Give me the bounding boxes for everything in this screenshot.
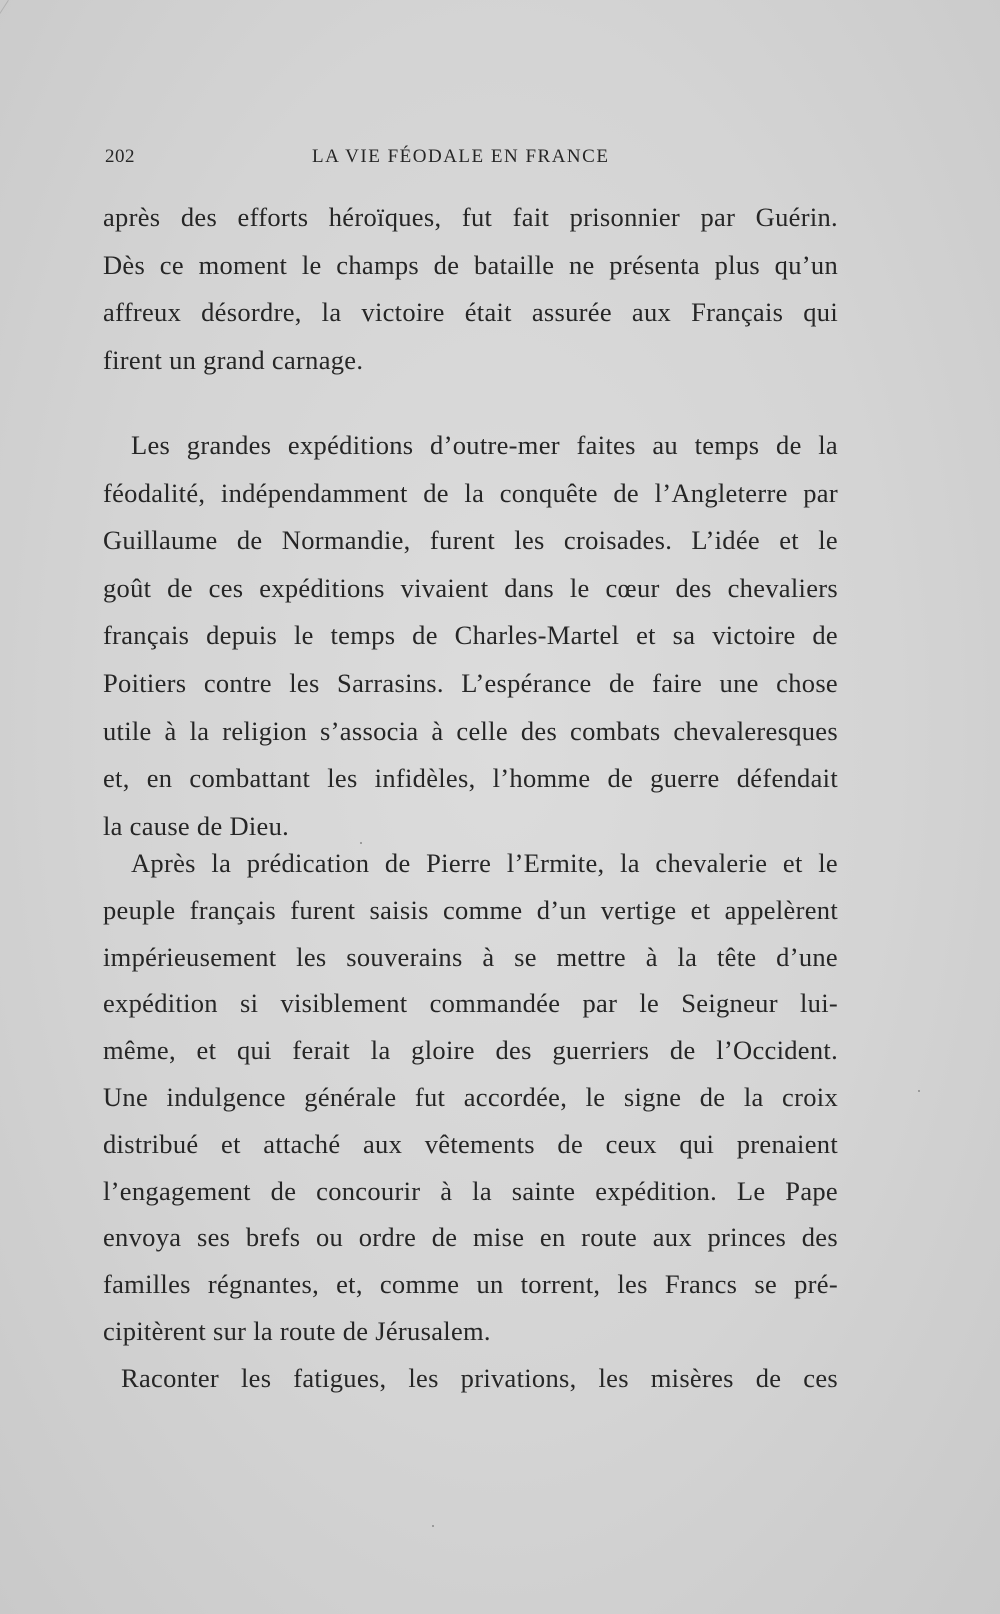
text-line: après des efforts héroïques, fut fait prisonnier par Guérin. [103,202,838,232]
text-line: firent un grand carnage. [103,344,364,375]
text-line: utile à la religion s’associa à celle des combats chevaleresques [103,715,838,746]
text-line: familles régnantes, et, comme un torrent, les Francs se pré- [103,1269,838,1300]
text-line: Après la prédication de Pierre l’Ermite, la chevalerie et le [131,848,838,878]
text-line: même, et qui ferait la gloire des guerriers de l’Occident. [103,1035,838,1066]
text-line: Guillaume de Normandie, furent les croisades. L’idée et le [103,525,838,556]
paragraph-2 [103,422,838,850]
text-line: Les grandes expéditions d’outre-mer faites au temps de la [131,430,838,460]
page-corner-crease [0,0,9,101]
paragraph-4 [103,1355,838,1403]
text-line: féodalité, indépendamment de la conquête de l’Angleterre par [103,477,838,508]
paragraph-3 [103,840,838,1355]
paper-speck [432,1525,434,1527]
text-line: Une indulgence générale fut accordée, le signe de la croix [103,1081,838,1112]
text-line: Poitiers contre les Sarrasins. L’espérance de faire une chose [103,667,838,698]
text-line: affreux désordre, la victoire était assurée aux Français qui [103,297,838,328]
text-line: envoya ses brefs ou ordre de mise en route aux princes des [103,1222,838,1253]
text-line: Raconter les fatigues, les privations, les misères de ces [121,1363,838,1393]
text-line: l’engagement de concourir à la sainte expédition. Le Pape [103,1175,838,1206]
running-title: LA VIE FÉODALE EN FRANCE [312,146,610,167]
text-line: distribué et attaché aux vêtements de ceux qui prenaient [103,1128,838,1159]
text-line: la cause de Dieu. [103,810,290,841]
text-line: impérieusement les souverains à se mettre à la tête d’une [103,941,838,972]
text-line: français depuis le temps de Charles-Martel et sa victoire de [103,620,838,651]
text-line: peuple français furent saisis comme d’un vertige et appelèrent [103,894,838,925]
text-line: cipitèrent sur la route de Jérusalem. [103,1315,491,1346]
text-line: et, en combattant les infidèles, l’homme de guerre défendait [103,763,838,794]
text-line: goût de ces expéditions vivaient dans le cœur des chevaliers [103,572,838,603]
paper-speck [918,1090,920,1092]
page-number: 202 [105,146,135,167]
page-header [0,146,1000,176]
paragraph-1 [103,194,838,384]
text-line: Dès ce moment le champs de bataille ne présenta plus qu’un [103,249,838,280]
paper-speck [360,842,362,844]
text-line: expédition si visiblement commandée par le Seigneur lui- [103,988,838,1019]
